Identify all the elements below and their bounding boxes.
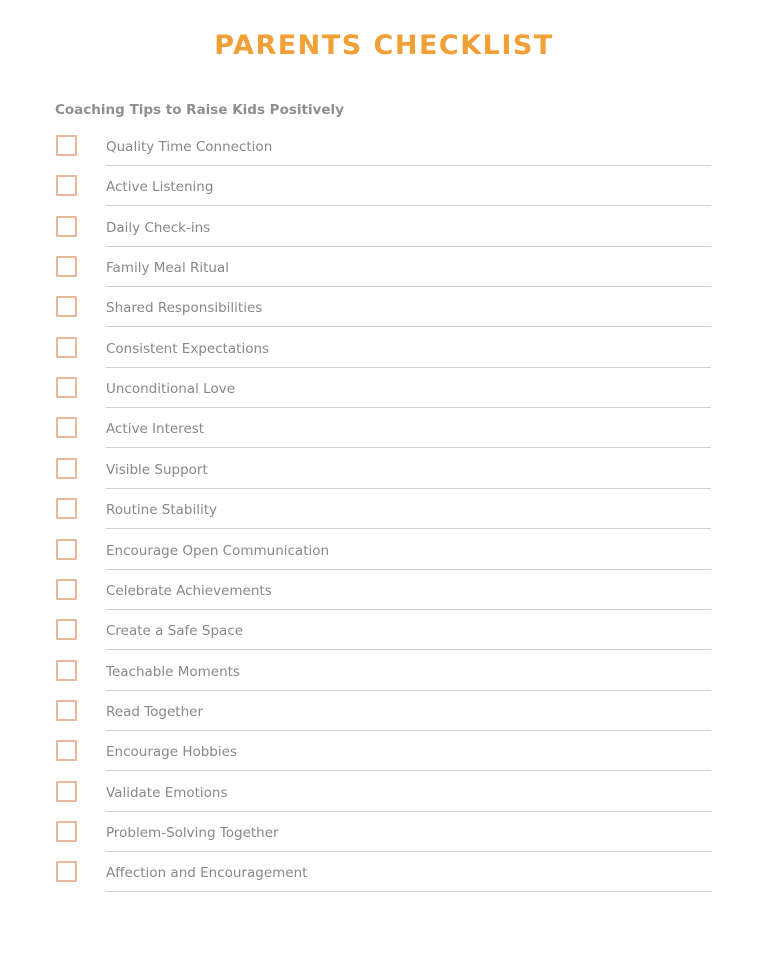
checklist-item-label: Read Together xyxy=(106,703,204,720)
checklist-item-label: Visible Support xyxy=(106,461,208,478)
checkbox[interactable] xyxy=(56,458,77,479)
checkbox[interactable] xyxy=(56,740,77,761)
checkbox[interactable] xyxy=(56,175,77,196)
checklist-item-label: Consistent Expectations xyxy=(106,340,270,357)
item-divider xyxy=(106,649,711,650)
checklist-item-label: Family Meal Ritual xyxy=(106,260,230,277)
checklist-item-label: Active Listening xyxy=(106,179,214,196)
checklist-item-label: Affection and Encouragement xyxy=(106,865,308,882)
item-divider xyxy=(106,488,711,489)
item-divider xyxy=(106,165,711,166)
checklist-item-label: Shared Responsibilities xyxy=(106,300,263,317)
item-divider xyxy=(106,770,711,771)
checkbox[interactable] xyxy=(56,821,77,842)
item-divider xyxy=(106,851,711,852)
checklist-item-label: Quality Time Connection xyxy=(106,139,273,155)
checklist-item-label: Teachable Moments xyxy=(106,663,240,680)
checklist-item-label: Validate Emotions xyxy=(106,784,228,801)
item-divider xyxy=(106,407,711,408)
checkbox[interactable] xyxy=(56,539,77,560)
checklist-item-label: Unconditional Love xyxy=(106,381,236,398)
item-divider xyxy=(106,811,711,812)
checkbox[interactable] xyxy=(56,700,77,721)
checklist-item-label: Problem-Solving Together xyxy=(106,824,279,841)
item-divider xyxy=(106,286,711,287)
checkbox[interactable] xyxy=(56,377,77,398)
checkbox[interactable] xyxy=(56,619,77,640)
item-divider xyxy=(106,205,711,206)
item-divider xyxy=(106,891,711,892)
item-divider xyxy=(106,447,711,448)
checklist-item-label: Encourage Hobbies xyxy=(106,744,237,761)
checkbox[interactable] xyxy=(56,135,77,156)
page-title: PARENTS CHECKLIST xyxy=(214,30,554,61)
checklist-item-label: Active Interest xyxy=(106,421,205,438)
item-divider xyxy=(106,690,711,691)
checkbox[interactable] xyxy=(56,337,77,358)
checkbox[interactable] xyxy=(56,296,77,317)
checkbox[interactable] xyxy=(56,579,77,600)
checklist-item-label: Encourage Open Communication xyxy=(106,542,330,559)
checklist-item-label: Celebrate Achievements xyxy=(106,582,272,599)
checkbox[interactable] xyxy=(56,861,77,882)
item-divider xyxy=(106,246,711,247)
checklist-item-label: Routine Stability xyxy=(106,502,218,519)
item-divider xyxy=(106,326,711,327)
checkbox[interactable] xyxy=(56,498,77,519)
checkbox[interactable] xyxy=(56,216,77,237)
item-divider xyxy=(106,367,711,368)
item-divider xyxy=(106,569,711,570)
checkbox[interactable] xyxy=(56,256,77,277)
checkbox[interactable] xyxy=(56,660,77,681)
checklist-item-label: Daily Check-ins xyxy=(106,219,211,236)
item-divider xyxy=(106,528,711,529)
checklist-item-label: Create a Safe Space xyxy=(106,623,244,640)
checklist-subtitle: Coaching Tips to Raise Kids Positively xyxy=(55,102,344,118)
checkbox[interactable] xyxy=(56,781,77,802)
item-divider xyxy=(106,730,711,731)
checkbox[interactable] xyxy=(56,417,77,438)
item-divider xyxy=(106,609,711,610)
